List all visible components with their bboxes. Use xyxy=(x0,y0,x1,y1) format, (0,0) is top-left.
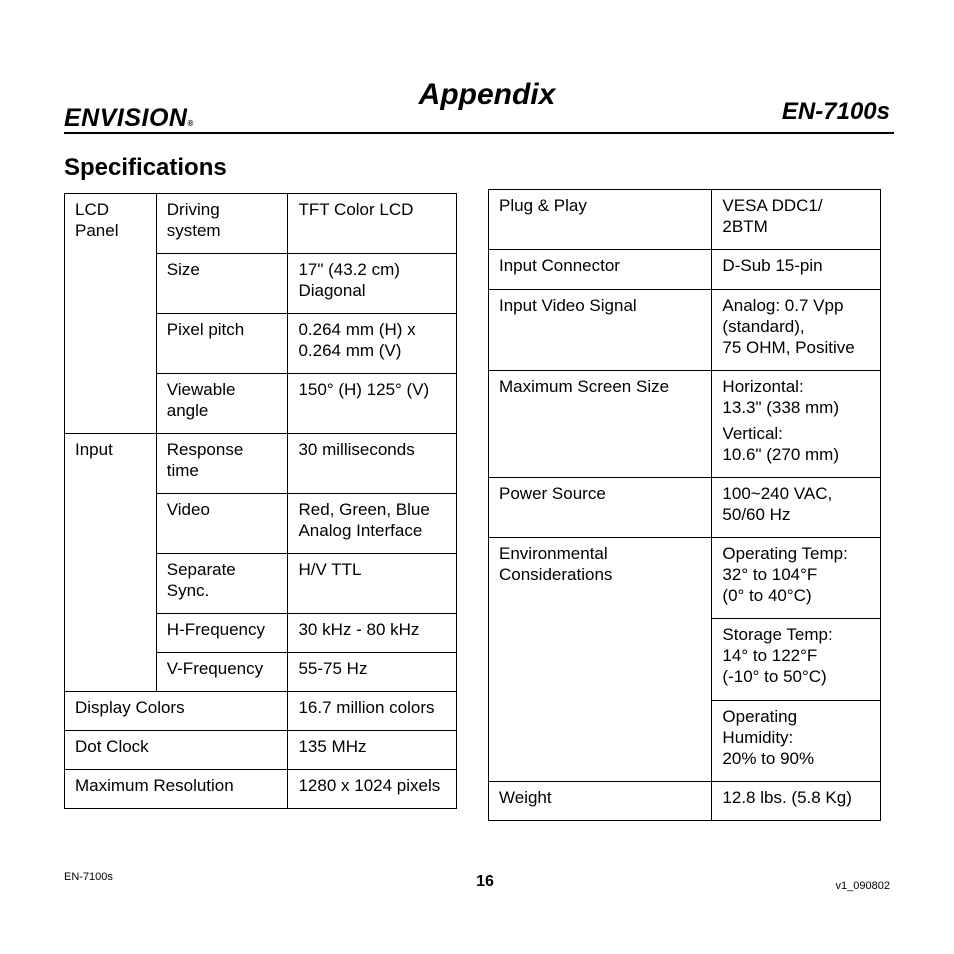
spec-value xyxy=(712,190,881,250)
spec-value: 30 kHz - 80 kHz xyxy=(288,614,457,653)
group-label-input: Input xyxy=(65,434,157,692)
page-number: 16 xyxy=(476,873,494,890)
spec-value xyxy=(712,619,881,701)
spec-value: 135 MHz xyxy=(288,731,457,770)
spec-value xyxy=(712,371,881,478)
spec-label: Video xyxy=(156,494,288,554)
spec-value xyxy=(712,290,881,371)
spec-label xyxy=(489,538,712,782)
specs-table-right xyxy=(488,189,881,821)
table-row xyxy=(489,290,881,371)
table-row xyxy=(489,478,881,538)
spec-value: 16.7 million colors xyxy=(288,692,457,731)
page-title: Appendix xyxy=(418,78,556,111)
value-line: Operating xyxy=(722,707,798,726)
label-line: Environmental xyxy=(499,544,608,563)
header-rule xyxy=(64,132,894,134)
spec-label: Dot Clock xyxy=(65,731,288,770)
value-line: Operating Temp: xyxy=(722,544,848,563)
value-line: (0° to 40°C) xyxy=(722,586,812,605)
spec-label: Power Source xyxy=(489,478,712,538)
spec-label: H-Frequency xyxy=(156,614,288,653)
table-row xyxy=(65,692,457,731)
value-line: 100~240 VAC, xyxy=(722,484,833,503)
spec-label: Maximum Screen Size xyxy=(489,371,712,478)
footer-version: v1_090802 xyxy=(835,880,890,892)
spec-value: 150° (H) 125° (V) xyxy=(288,374,457,434)
group-label-lcd-panel: LCD Panel xyxy=(65,194,157,434)
spec-value: 1280 x 1024 pixels xyxy=(288,770,457,809)
value-line: 2BTM xyxy=(722,217,768,236)
table-row xyxy=(65,194,457,254)
table-row xyxy=(65,731,457,770)
value-line: (-10° to 50°C) xyxy=(722,667,827,686)
spec-value xyxy=(712,701,881,782)
value-line: Humidity: xyxy=(722,728,794,747)
spec-value: 12.8 lbs. (5.8 Kg) xyxy=(712,782,881,821)
brand-registered-mark: ® xyxy=(187,119,194,128)
spec-label: Size xyxy=(156,254,288,314)
spec-label: Pixel pitch xyxy=(156,314,288,374)
value-line: Horizontal: xyxy=(722,377,804,396)
label-line: Considerations xyxy=(499,565,613,584)
table-row xyxy=(489,538,881,619)
spec-value xyxy=(712,478,881,538)
spec-label: Weight xyxy=(489,782,712,821)
spec-label: Display Colors xyxy=(65,692,288,731)
spec-label: Response time xyxy=(156,434,288,494)
spec-label: Input Connector xyxy=(489,250,712,290)
table-row xyxy=(65,434,457,494)
spec-value: 0.264 mm (H) x 0.264 mm (V) xyxy=(288,314,457,374)
spec-value xyxy=(712,538,881,619)
spec-label: V-Frequency xyxy=(156,653,288,692)
spec-label: Plug & Play xyxy=(489,190,712,250)
spec-value: D-Sub 15-pin xyxy=(712,250,881,290)
spec-label: Input Video Signal xyxy=(489,290,712,371)
value-line: Analog: 0.7 Vpp xyxy=(722,296,844,315)
value-line: (standard), xyxy=(722,317,805,336)
value-line: 13.3" (338 mm) xyxy=(722,398,839,417)
spec-value: 30 milliseconds xyxy=(288,434,457,494)
section-heading: Specifications xyxy=(64,154,227,181)
table-row xyxy=(489,190,881,250)
value-line: 50/60 Hz xyxy=(722,505,791,524)
table-row xyxy=(489,371,881,478)
value-line: Storage Temp: xyxy=(722,625,833,644)
spec-label: Driving system xyxy=(156,194,288,254)
value-line: 20% to 90% xyxy=(722,749,815,768)
spec-value: H/V TTL xyxy=(288,554,457,614)
spec-value: Red, Green, Blue Analog Interface xyxy=(288,494,457,554)
model-title: EN-7100s xyxy=(781,98,890,125)
table-row xyxy=(65,770,457,809)
brand-logo-text: ENVISION xyxy=(64,104,188,132)
spec-label: Separate Sync. xyxy=(156,554,288,614)
spec-value: TFT Color LCD xyxy=(288,194,457,254)
spec-value: 17" (43.2 cm) Diagonal xyxy=(288,254,457,314)
footer-model: EN-7100s xyxy=(64,871,113,883)
specs-table-left xyxy=(64,193,457,809)
value-line: 14° to 122°F xyxy=(722,646,818,665)
table-row xyxy=(489,782,881,821)
value-line: 10.6" (270 mm) xyxy=(722,445,839,464)
value-line: 32° to 104°F xyxy=(722,565,818,584)
spec-value: 55-75 Hz xyxy=(288,653,457,692)
value-line: Vertical: xyxy=(722,424,783,443)
value-line: 75 OHM, Positive xyxy=(722,338,855,357)
spec-label: Maximum Resolution xyxy=(65,770,288,809)
table-row xyxy=(489,250,881,290)
value-line: VESA DDC1/ xyxy=(722,196,823,215)
spec-label: Viewable angle xyxy=(156,374,288,434)
